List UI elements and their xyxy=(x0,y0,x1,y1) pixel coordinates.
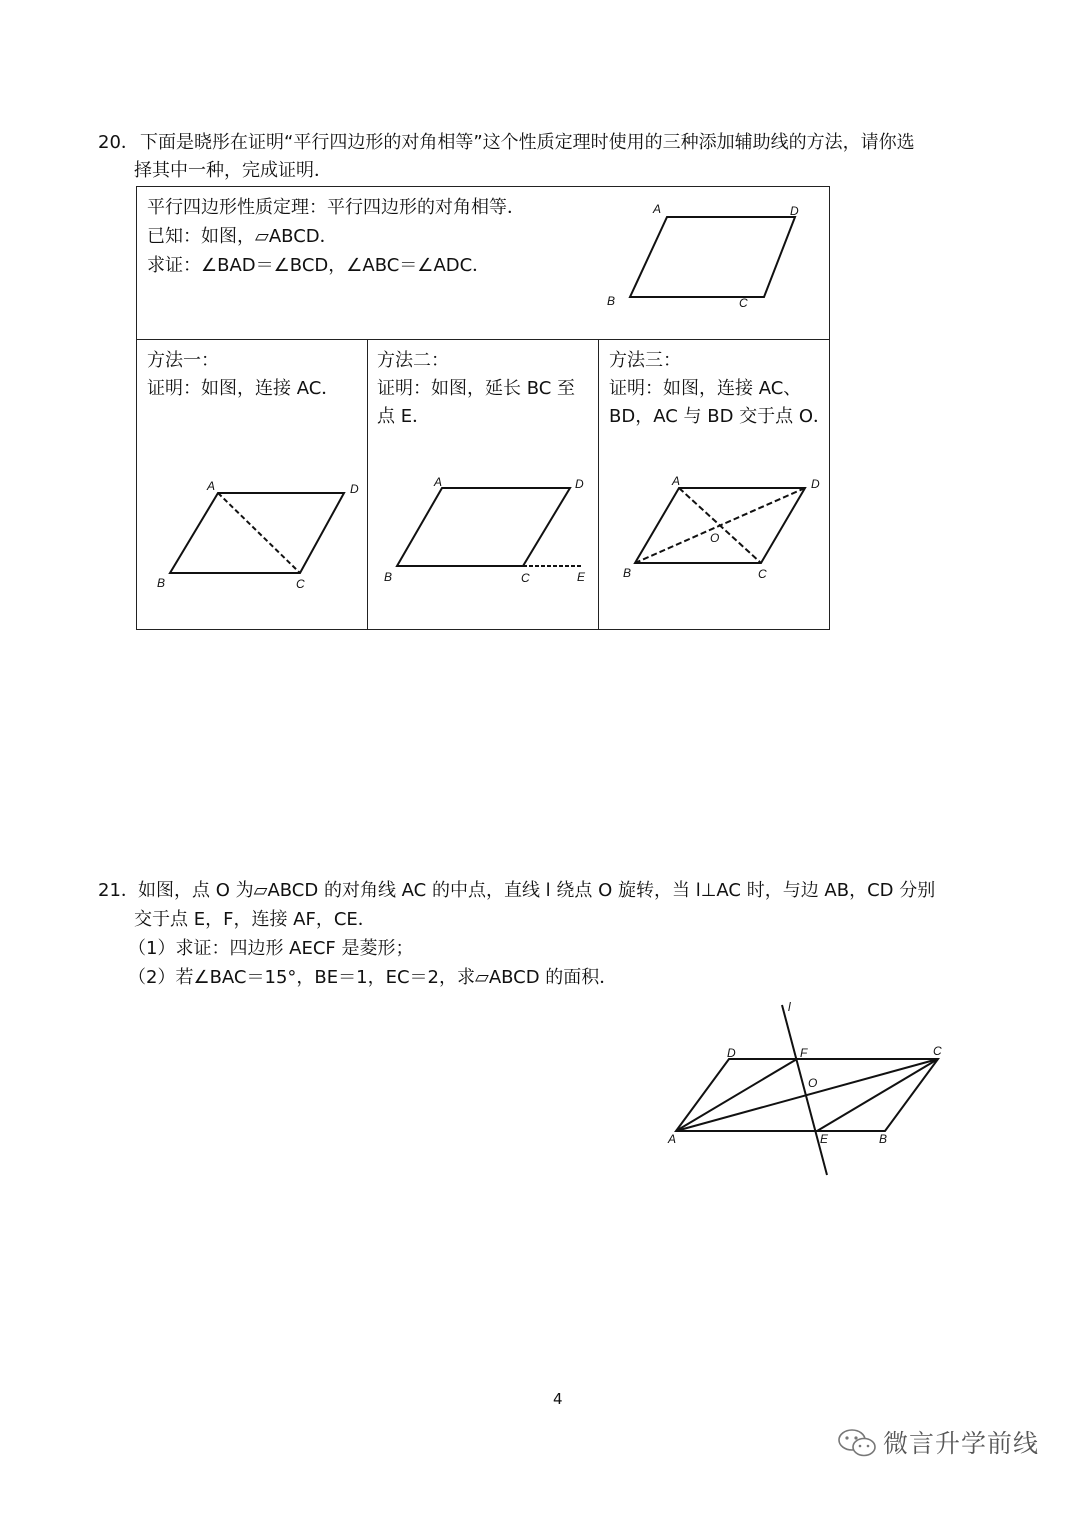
label-b: B xyxy=(879,1132,888,1146)
label-f: F xyxy=(800,1046,808,1060)
prove-text: 求证：∠BAD＝∠BCD，∠ABC＝∠ADC． xyxy=(147,255,491,276)
theorem-cell xyxy=(137,187,830,340)
q20-table xyxy=(136,186,830,630)
label-a: A xyxy=(434,475,443,489)
q20-line1: 下面是晓彤在证明“平行四边形的对角相等”这个性质定理时使用的三种添加辅助线的方法，请你选 xyxy=(140,132,915,153)
method1-title: 方法一： xyxy=(147,350,219,371)
theorem-text: 平行四边形性质定理：平行四边形的对角相等． xyxy=(147,197,525,218)
page-number: 4 xyxy=(553,1390,563,1408)
method1-cell xyxy=(137,340,368,630)
label-c: C xyxy=(296,577,305,591)
label-b: B xyxy=(607,294,616,308)
diagonal-ac xyxy=(676,1059,938,1131)
label-a: A xyxy=(653,202,662,216)
label-d: D xyxy=(350,482,359,496)
method2-line1: 证明：如图，延长 BC 至 xyxy=(377,378,576,399)
label-c: C xyxy=(933,1044,942,1058)
method1-line1: 证明：如图，连接 AC． xyxy=(147,378,340,399)
label-e: E xyxy=(820,1132,829,1146)
label-b: B xyxy=(384,570,393,584)
method2-title: 方法二： xyxy=(377,350,449,371)
wechat-icon xyxy=(836,1426,880,1460)
diagonal-bd xyxy=(635,488,805,563)
parallelogram-abcd xyxy=(630,217,795,297)
method3-cell xyxy=(599,340,830,630)
label-e: E xyxy=(577,570,586,584)
parallelogram-abcd xyxy=(397,488,570,566)
label-c: C xyxy=(739,296,748,310)
label-o: O xyxy=(808,1076,818,1090)
label-b: B xyxy=(623,566,632,580)
method3-line2: BD，AC 与 BD 交于点 O． xyxy=(609,406,832,427)
label-l: l xyxy=(788,1000,791,1014)
method2-line2: 点 E． xyxy=(377,406,431,427)
given-text: 已知：如图，▱ABCD． xyxy=(147,226,338,247)
q20-number: 20． xyxy=(98,132,139,153)
q21-line2: 交于点 E，F，连接 AF，CE． xyxy=(134,909,376,930)
q21-figure xyxy=(660,995,960,1185)
q21-line1: 如图，点 O 为▱ABCD 的对角线 AC 的中点，直线 l 绕点 O 旋转，当 l⊥AC 时，与边 AB，CD 分别 xyxy=(138,880,936,901)
segment-af xyxy=(676,1059,797,1131)
label-o: O xyxy=(710,531,720,545)
method2-cell xyxy=(368,340,599,630)
label-c: C xyxy=(758,567,767,581)
label-a: A xyxy=(668,1132,677,1146)
line-l xyxy=(782,1005,827,1175)
q21-number: 21． xyxy=(98,880,139,901)
parallelogram-abcd xyxy=(170,493,344,573)
method3-line1: 证明：如图，连接 AC、 xyxy=(609,378,802,399)
label-d: D xyxy=(811,477,820,491)
method3-title: 方法三： xyxy=(609,350,681,371)
method2-figure xyxy=(368,460,598,600)
segment-ce xyxy=(817,1059,938,1131)
q21-part2: （2）若∠BAC＝15°，BE＝1，EC＝2，求▱ABCD 的面积． xyxy=(128,967,618,988)
method1-figure xyxy=(137,460,367,600)
method3-figure xyxy=(599,460,829,600)
label-d: D xyxy=(790,204,799,218)
label-b: B xyxy=(157,576,166,590)
label-a: A xyxy=(207,479,216,493)
watermark-text: 微言升学前线 xyxy=(883,1429,1040,1458)
figure-parallelogram xyxy=(597,193,817,318)
diagonal-ac xyxy=(218,493,300,573)
q21-part1: （1）求证：四边形 AECF 是菱形； xyxy=(128,938,414,959)
label-c: C xyxy=(521,571,530,585)
q20-line2: 择其中一种，完成证明． xyxy=(134,160,332,181)
label-d: D xyxy=(575,477,584,491)
label-a: A xyxy=(672,474,681,488)
label-d: D xyxy=(727,1046,736,1060)
